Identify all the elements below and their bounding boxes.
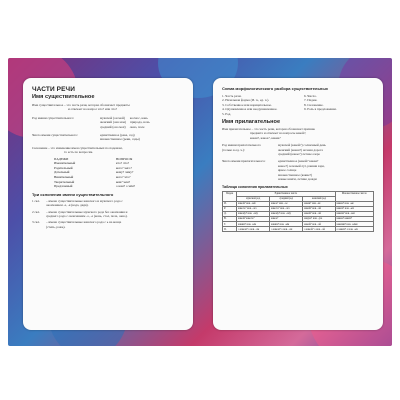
morph-scheme-heading: Схема морфологического разбора существительных (222, 86, 328, 91)
noun-definition-line: Имя существительное – это часть речи, которая обозначает предметы (32, 103, 130, 107)
case-row: Родительный кого? чего? (54, 165, 132, 170)
table-row: П. о каком? о нов. -ом о каком? о нов. -ом о какой? о нов. -ой о каких? о нов. -ых (223, 227, 374, 232)
number-line: единственное (река, сад) (100, 133, 135, 138)
declension-definition-line: то есть по вопросам. (64, 150, 94, 155)
scheme-row: 2. Начальная форма (И. п., ед. ч.). 7. Падеж. (222, 98, 318, 103)
questions-header: ВОПРОСЫ (116, 156, 133, 161)
table-header: Падеж (223, 191, 237, 201)
gender-label: Род имени существительного: (32, 115, 75, 120)
scheme-row: 1. Часть речи. 6. Число. (222, 94, 317, 98)
page-title: ЧАСТИ РЕЧИ (32, 86, 75, 93)
declension-item: 2 скл. – имена существительные мужского рода без окончания и среднего рода с окончанием -о, -е (конь, стол, поле, окно). (32, 209, 128, 219)
adj-gender-line: женский (какая?) ночная дорога (278, 147, 323, 152)
table-subheader: средний род (270, 196, 303, 201)
table-subheader: женский род (303, 196, 335, 201)
cases-header: ПАДЕЖИ (54, 156, 69, 161)
gender-line: мужской (он мой) космос, конь (100, 115, 148, 120)
case-row: Дательный кому? чему? (54, 170, 134, 175)
declension-item: 3 скл. – имена существительные женского рода с ь на конце (степь, рожь). (32, 220, 122, 229)
case-row: Именительный кто? что? (54, 161, 130, 166)
table-header: Множественное число (335, 191, 373, 201)
adj-gender-line: мужской (какой?) солнечный день (278, 143, 326, 148)
table-header: Единственное число (237, 191, 336, 196)
adj-definition-line: какая?, какое?, какие? (250, 135, 281, 140)
table-row: Р. какого? нов. -ого какого? нов. -ого какой? нов. -ой каких? нов. -ых (223, 206, 374, 211)
adj-declension-table (222, 191, 374, 233)
table-row: Д. какому? нов. -ому какому? нов. -ому какой? нов. -ой каким? нов. -ым (223, 211, 374, 216)
table-subheader: мужской род (237, 196, 270, 201)
scheme-row: 5. Род. (222, 111, 232, 116)
noun-definition-line: и отвечает на вопрос кто? или что? (68, 107, 118, 112)
section-heading-noun: Имя существительное (32, 94, 95, 100)
adj-gender-line: средний (какое?) летнее озеро (278, 152, 321, 157)
adj-definition-line: предмета и отвечает на вопросы какой?, (250, 131, 307, 136)
scheme-row: 4. Одушевленное или неодушевленное. 9. Роль в предложении. (222, 107, 337, 112)
adj-number-line: какое?) зеленый луг, ранняя заря, (278, 163, 325, 168)
declension-definition-line: Склонение – это изменение имен существительных по падежам, (32, 145, 123, 150)
adj-number-line: единственное (какой? какая? (278, 159, 319, 164)
adj-number-line: множественное (какие?) (278, 172, 313, 177)
scheme-row: 3. Собственное или нарицательное. 8. Склонение. (222, 102, 324, 107)
right-page (213, 78, 383, 330)
gender-line: средний (оно моё) окно, поле (100, 124, 145, 129)
table-row: Т. каким? нов. -ым каким? нов. -ым какой? нов. -ой какими? нов. -ыми (223, 222, 374, 227)
adj-gender-label: (только в ед. ч.): (222, 147, 245, 152)
case-row: Творительный кем? чем? (54, 179, 131, 184)
adj-table-heading: Таблица склонения прилагательных (222, 184, 288, 189)
case-row: Винительный кого? что? (54, 175, 131, 180)
declension-item: 1 скл. – имена существительные женского и мужского рода с окончанием -а, -я (вода, дядя). (32, 198, 123, 208)
adj-gender-label: Род имени прилагательного (222, 143, 261, 148)
adj-number-label: Число имени прилагательного: (222, 159, 266, 164)
case-row: Предложный о ком? о чём? (54, 184, 136, 189)
table-row: В. какой? какого? какое? какую? нов. -ую какие? каких? (223, 216, 374, 221)
number-label: Число имени существительного: (32, 133, 78, 138)
gender-line: женский (она моя) природа, ночь (100, 120, 150, 125)
three-declensions-heading: Три склонения имени существительного (32, 191, 114, 197)
cases-list (54, 157, 184, 189)
section-heading-adjective: Имя прилагательное (222, 119, 281, 126)
adj-number-line: яркое солнце (278, 168, 297, 173)
table-row: И. какой? нов. -ый какое? нов. -ое какая? нов. -ая какие? нов. -ые (223, 201, 374, 206)
number-line: множественное (реки, сады) (100, 137, 140, 142)
left-page (23, 78, 193, 330)
notebook-cover (8, 58, 392, 346)
adj-number-line: новые книги, летние дожди (278, 177, 317, 182)
adj-definition-line: Имя прилагательное – это часть речи, которая обозначает признак (222, 127, 315, 132)
